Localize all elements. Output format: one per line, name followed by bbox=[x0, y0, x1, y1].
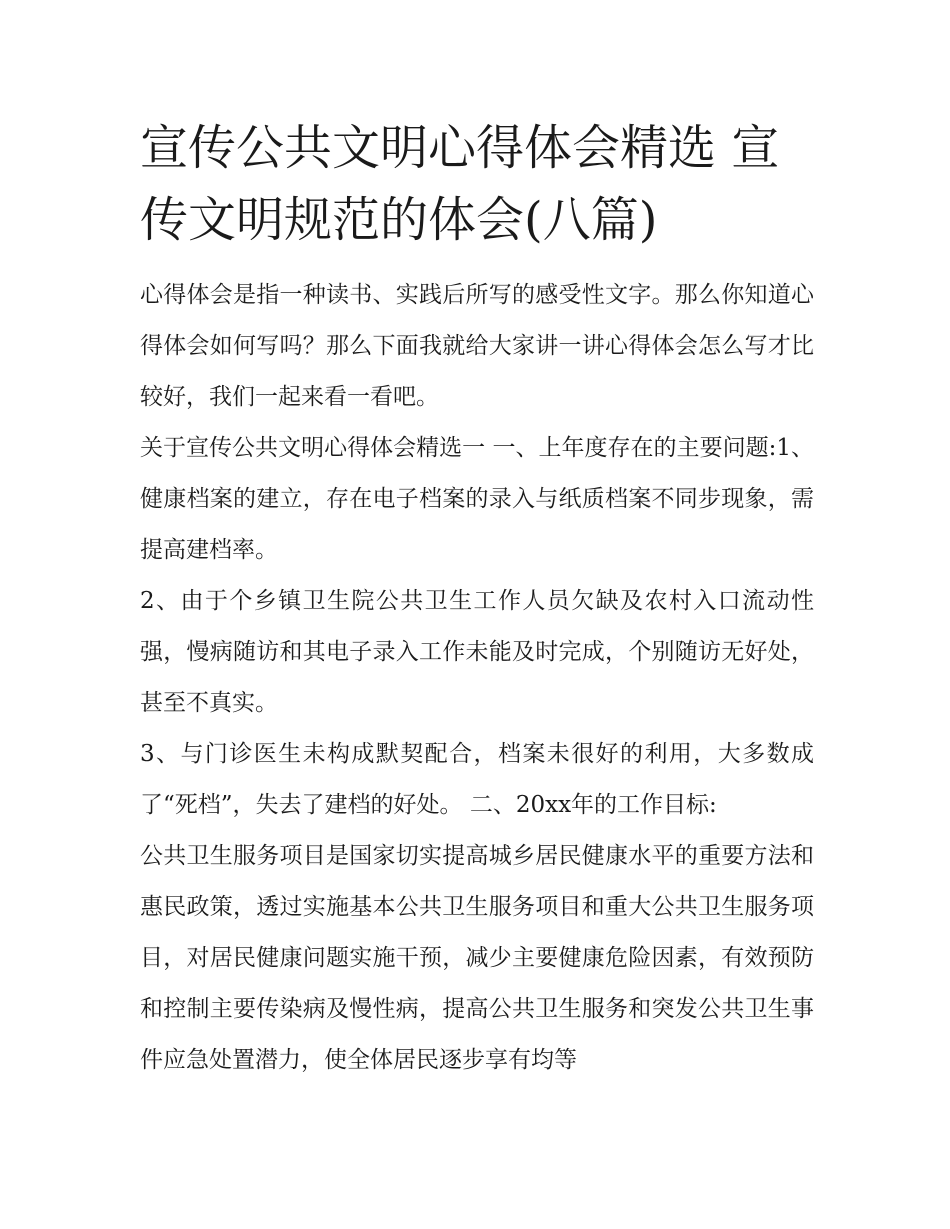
paragraph-goals: 公共卫生服务项目是国家切实提高城乡居民健康水平的重要方法和惠民政策，透过实施基本公共卫生服务项目和重大公共卫生服务项目，对居民健康问题实施干预，减少主要健康危险因素，有效预防和控制主要传染病及慢性病，提高公共卫生服务和突发公共卫生事件应急处置潜力，使全体居民逐步享有均等 bbox=[140, 843, 814, 1073]
paragraph-problems-3: 3、与门诊医生未构成默契配合，档案未很好的利用，大多数成了“死档”，失去了建档的好处。 二、20xx年的工作目标: bbox=[140, 741, 814, 818]
document-title: 宣传公共文明心得体会精选 宣传文明规范的体会(八篇) bbox=[140, 120, 780, 248]
document-page bbox=[140, 112, 814, 1086]
paragraph-problems-1: 关于宣传公共文明心得体会精选一 一、上年度存在的主要问题:1、健康档案的建立，存在电子档案的录入与纸质档案不同步现象，需提高建档率。 bbox=[140, 435, 814, 563]
paragraph-problems-2: 2、由于个乡镇卫生院公共卫生工作人员欠缺及农村入口流动性强，慢病随访和其电子录入工作未能及时完成，个别随访无好处，甚至不真实。 bbox=[140, 588, 814, 716]
paragraph-intro: 心得体会是指一种读书、实践后所写的感受性文字。那么你知道心得体会如何写吗？那么下面我就给大家讲一讲心得体会怎么写才比较好，我们一起来看一看吧。 bbox=[140, 282, 814, 410]
document-body bbox=[140, 270, 814, 1086]
